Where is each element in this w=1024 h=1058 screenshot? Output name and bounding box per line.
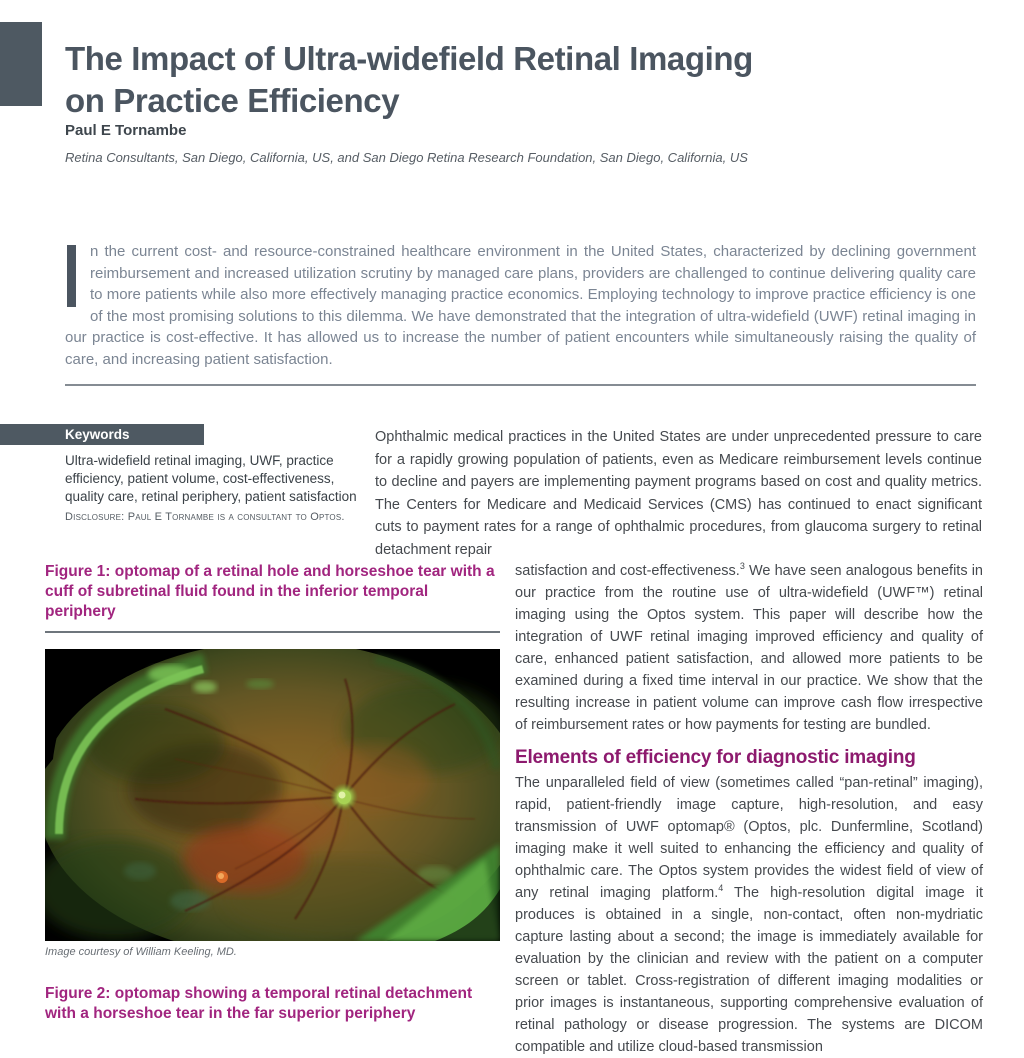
author-affiliation: Retina Consultants, San Diego, California, US, and San Diego Retina Research Foundation, San Diego, California, US: [65, 150, 748, 165]
figure1-courtesy-line: Image courtesy of William Keeling, MD.: [45, 946, 237, 958]
author-name: Paul E Tornambe: [65, 122, 187, 139]
body-paragraph-2-text: The unparalleled field of view (sometimes called “pan-retinal” imaging), rapid, patient-friendly image capture, high-resolution, and easy transmission of UWF optomap® (Optos, plc. Dunfermline, Scotland) imaging make it well suited to enhancing the efficiency and quality of ophthalmic care. The Optos system provides the widest field of view of any retinal imaging platform.: [515, 775, 983, 901]
abstract-paragraph: [65, 241, 976, 370]
intro-paragraph: Ophthalmic medical practices in the United States are under unprecedented pressure to care for a rapidly growing population of patients, even as Medicare reimbursement levels continue to decline and payers are implementing payment programs based on cost and quality metrics. The Centers for Medicare and Medicaid Services (CMS) has continued to enact significant cuts to payment rates for a range of ophthalmic procedures, from glaucoma surgery to retinal detachment repair: [375, 429, 982, 558]
section-heading-elements-of-efficiency: Elements of efficiency for diagnostic imaging: [515, 747, 916, 768]
reference-superscript-4: 4: [718, 883, 724, 894]
left-column: [45, 562, 500, 1024]
optomap-fundus-graphic: [45, 649, 500, 941]
right-column: [515, 560, 983, 1058]
figure1-caption: Figure 1: optomap of a retinal hole and horseshoe tear with a cuff of subretinal fluid found in the inferior temporal periphery: [45, 563, 495, 620]
body-paragraph-1: [515, 560, 983, 736]
reference-superscript-3: 3: [739, 561, 745, 572]
figure1-rule: [45, 631, 500, 633]
keywords-heading: Keywords: [65, 427, 130, 442]
article-title: The Impact of Ultra-widefield Retinal Imaging on Practice Efficiency: [65, 40, 753, 119]
dropcap-letter-i: [67, 245, 76, 307]
masthead-accent-block: [0, 22, 42, 106]
disclosure-note: Disclosure: Paul E Tornambe is a consultant to Optos.: [65, 511, 345, 523]
figure1-retinal-image: [45, 649, 500, 941]
section-divider-rule: [65, 384, 976, 386]
body-paragraph-1-text-cont: We have seen analogous benefits in our practice from the routine use of ultra-widefield (UWF™) retinal imaging using the Optos system. This paper will describe how the integration of UWF retinal imaging improved efficiency and quality of care, enhanced patient satisfaction, and allowed more patients to be examined during a fixed time interval in our practice. We show that the resulting increase in patient volume can improve cash flow irrespective of reimbursement rates or how payments for testing are bundled.: [515, 563, 983, 733]
figure2-caption: Figure 2: optomap showing a temporal retinal detachment with a horseshoe tear in the far superior periphery: [45, 985, 473, 1022]
keywords-list: Ultra-widefield retinal imaging, UWF, practice efficiency, patient volume, cost-effectiveness, quality care, retinal periphery, patient satisfaction: [65, 453, 357, 504]
body-paragraph-1-text: satisfaction and cost-effectiveness.: [515, 563, 740, 579]
body-paragraph-2: [515, 772, 983, 1058]
keywords-header-bar: [0, 424, 204, 445]
abstract-text: n the current cost- and resource-constrained healthcare environment in the United States, characterized by declining government reimbursement and increased utilization scrutiny by managed care plans, providers are challenged to continue delivering quality care to more patients while also more effectively managing practice economics. Employing technology to improve practice efficiency is one of the most promising solutions to this dilemma. We have demonstrated that the integration of ultra-widefield (UWF) retinal imaging in our practice is cost-effective. It has allowed us to increase the number of patient encounters while simultaneously raising the quality of care, and increasing patient satisfaction.: [65, 243, 976, 368]
body-paragraph-2-text-cont: The high-resolution digital image it produces is obtained in a single, non-contact, often non-mydriatic capture lasting about a second; the image is immediately available for evaluation by the clinician and review with the patient on a computer screen or tablet. Cross-registration of different imaging modalities or prior images is instantaneous, supporting comprehensive evaluation of retinal pathology or disease progression. The systems are DICOM compatible and utilize cloud-based transmission: [515, 885, 983, 1055]
